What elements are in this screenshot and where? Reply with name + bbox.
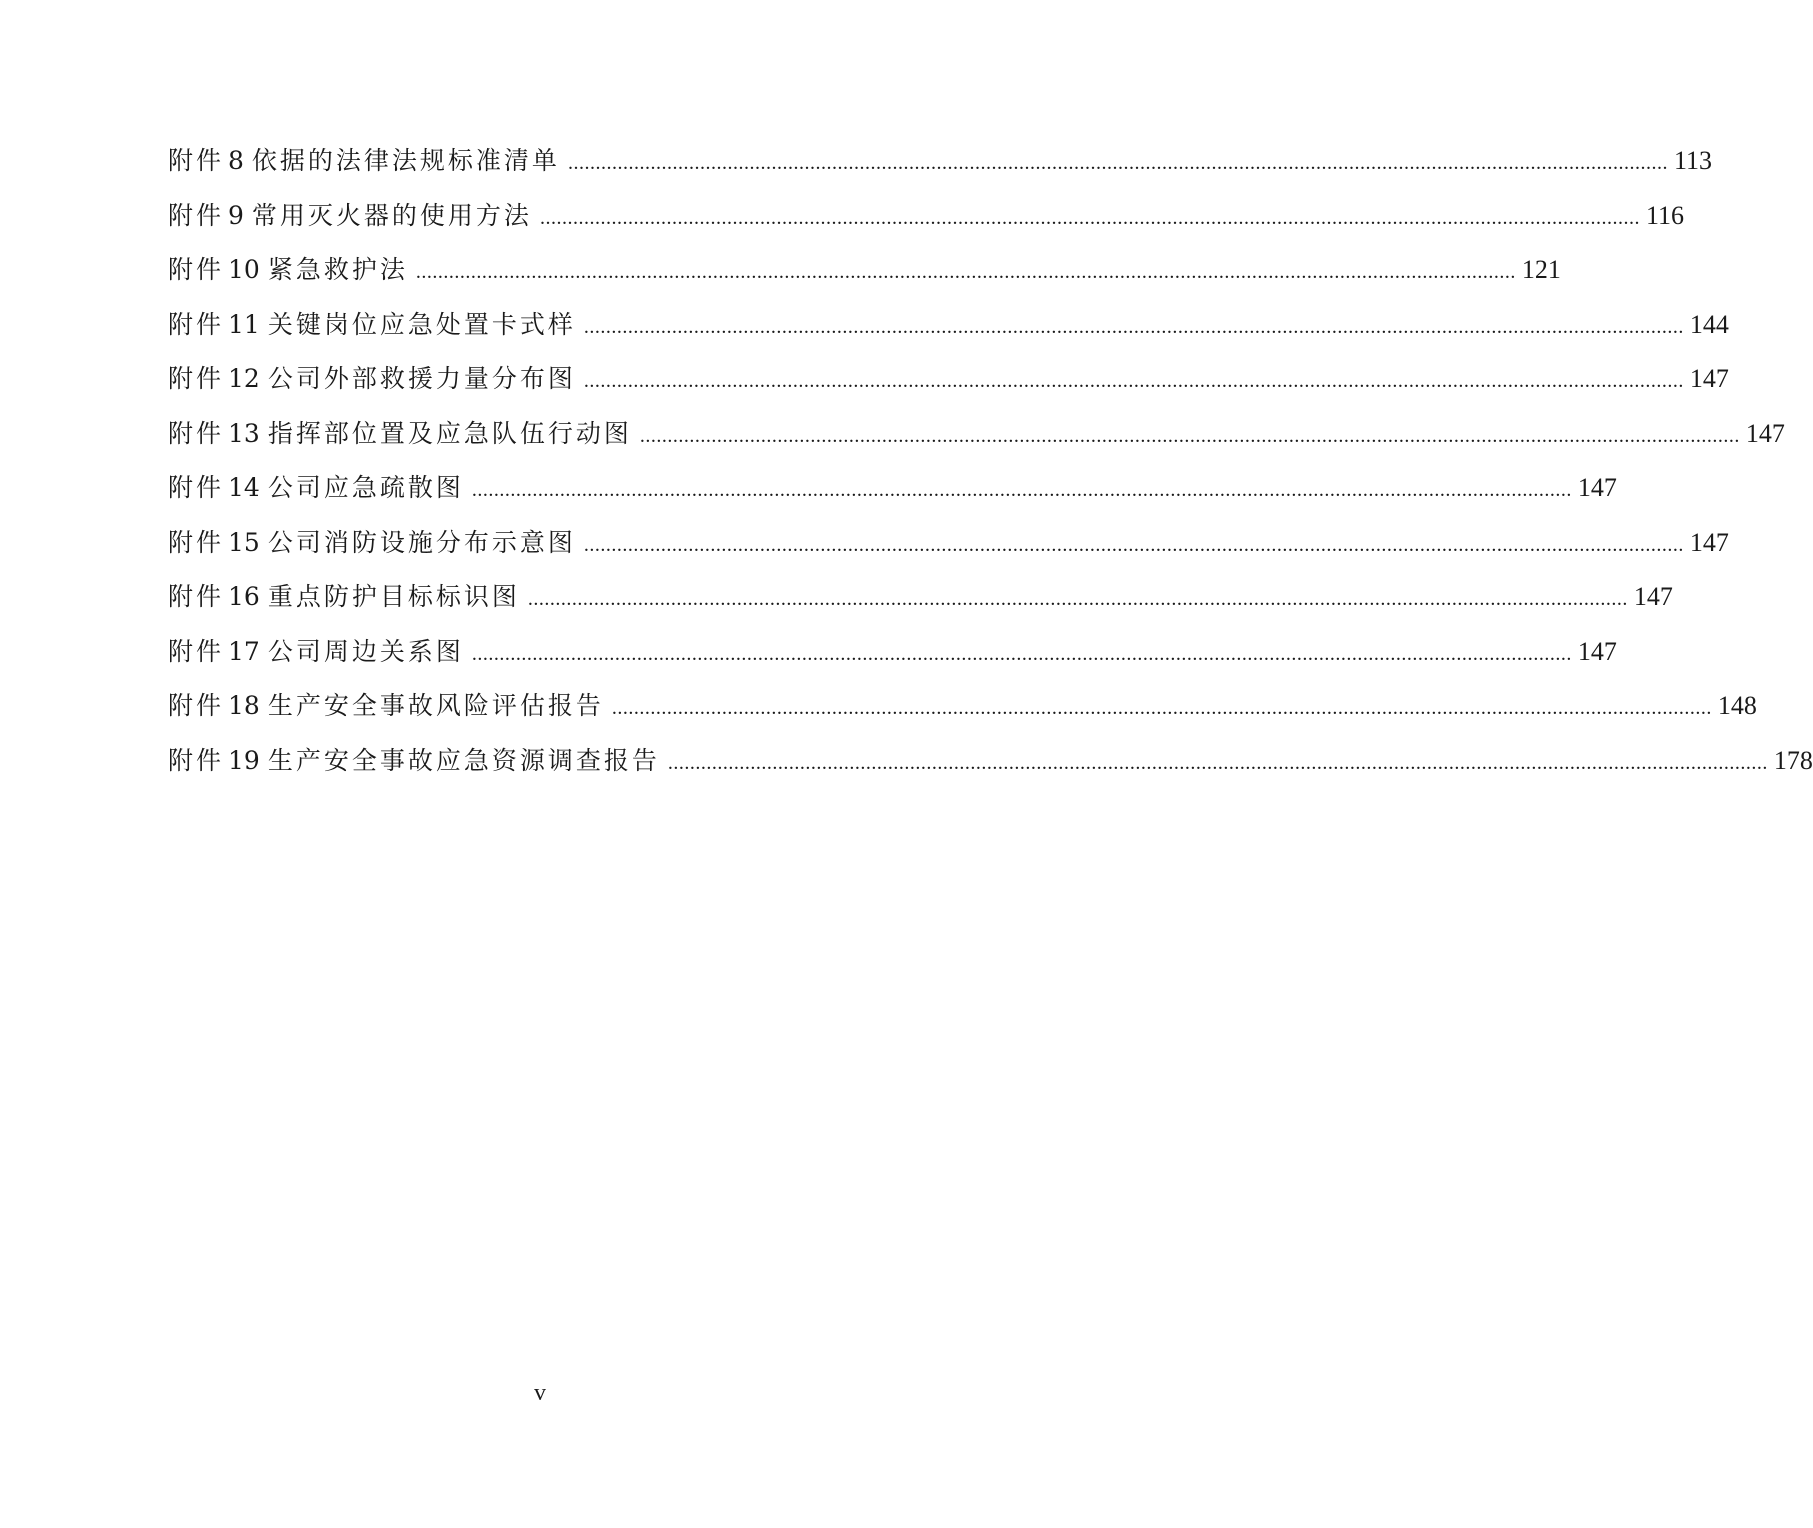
toc-entry-number: 18 bbox=[228, 691, 260, 720]
toc-entry-number: 11 bbox=[228, 309, 260, 339]
toc-entry-number: 10 bbox=[228, 255, 260, 284]
toc-entry-number: 13 bbox=[228, 418, 260, 448]
toc-entry[interactable] bbox=[168, 407, 1785, 462]
dot-leader: ........................................................................................................................................................................................................ bbox=[471, 479, 1572, 501]
toc-entry[interactable] bbox=[168, 516, 1729, 571]
toc-entry-page: 147 bbox=[1689, 527, 1729, 557]
dot-leader: ........................................................................................................................................................................................................ bbox=[611, 697, 1712, 719]
toc-entry-prefix: 附件 bbox=[168, 473, 225, 502]
toc-entry[interactable] bbox=[168, 352, 1729, 407]
toc-entry[interactable] bbox=[168, 734, 1813, 789]
toc-entry-prefix: 附件 bbox=[168, 527, 225, 557]
toc-entry-title: 依据的法律法规标准清单 bbox=[251, 146, 560, 175]
toc-entry-number: 19 bbox=[228, 745, 260, 775]
toc-entry[interactable] bbox=[168, 298, 1729, 353]
toc-entry-page: 147 bbox=[1745, 418, 1785, 448]
toc-entry-label bbox=[168, 189, 532, 244]
toc-entry-number: 8 bbox=[228, 146, 244, 175]
toc-entry-prefix: 附件 bbox=[168, 691, 225, 720]
toc-entry-label bbox=[168, 134, 560, 189]
toc-entry-title: 常用灭火器的使用方法 bbox=[251, 200, 532, 230]
toc-entry-page: 147 bbox=[1577, 473, 1617, 502]
toc-entry-page: 178 bbox=[1773, 745, 1813, 775]
toc-entry[interactable] bbox=[168, 134, 1712, 189]
dot-leader: ........................................................................................................................................................................................................ bbox=[583, 315, 1684, 338]
toc-entry[interactable] bbox=[168, 243, 1561, 298]
dot-leader: ........................................................................................................................................................................................................ bbox=[583, 533, 1684, 556]
toc-entry-prefix: 附件 bbox=[168, 418, 225, 448]
toc-entry-title: 生产安全事故应急资源调查报告 bbox=[267, 745, 660, 775]
dot-leader: ........................................................................................................................................................................................................ bbox=[415, 261, 1516, 283]
page-number: v bbox=[534, 1380, 546, 1406]
dot-leader: ........................................................................................................................................................................................................ bbox=[667, 751, 1768, 774]
toc-entry-prefix: 附件 bbox=[168, 364, 225, 393]
toc-entry-page: 147 bbox=[1577, 636, 1617, 666]
toc-entry-label bbox=[168, 625, 464, 680]
toc-entry-number: 12 bbox=[228, 364, 260, 393]
toc-entry-label bbox=[168, 679, 604, 734]
toc-entry-label bbox=[168, 298, 576, 353]
toc-entry-page: 148 bbox=[1717, 691, 1757, 720]
toc-entry[interactable] bbox=[168, 189, 1684, 244]
dot-leader: ........................................................................................................................................................................................................ bbox=[539, 206, 1640, 229]
toc-entry-number: 14 bbox=[228, 473, 260, 502]
toc-entry-page: 147 bbox=[1689, 364, 1729, 393]
toc-entry-page: 121 bbox=[1521, 255, 1561, 284]
toc-entry-page: 116 bbox=[1645, 200, 1684, 230]
toc-entry-prefix: 附件 bbox=[168, 200, 225, 230]
toc-entry[interactable] bbox=[168, 679, 1757, 734]
toc-entry-prefix: 附件 bbox=[168, 146, 225, 175]
dot-leader: ........................................................................................................................................................................................................ bbox=[471, 642, 1572, 665]
toc-entry-label bbox=[168, 516, 576, 571]
toc-entry-prefix: 附件 bbox=[168, 582, 225, 611]
toc-entry-title: 紧急救护法 bbox=[267, 255, 408, 284]
toc-entry-label bbox=[168, 734, 660, 789]
toc-entry-title: 关键岗位应急处置卡式样 bbox=[267, 309, 576, 339]
toc-entry-label bbox=[168, 570, 520, 625]
toc-entry[interactable] bbox=[168, 570, 1673, 625]
toc-entry-label bbox=[168, 407, 632, 462]
dot-leader: ........................................................................................................................................................................................................ bbox=[639, 424, 1740, 447]
table-of-contents bbox=[168, 134, 1813, 788]
toc-entry-prefix: 附件 bbox=[168, 309, 225, 339]
toc-entry-title: 重点防护目标标识图 bbox=[267, 582, 520, 611]
dot-leader: ........................................................................................................................................................................................................ bbox=[567, 152, 1668, 174]
toc-entry[interactable] bbox=[168, 461, 1617, 516]
toc-entry-number: 15 bbox=[228, 527, 260, 557]
toc-entry-label bbox=[168, 352, 576, 407]
toc-entry-title: 公司周边关系图 bbox=[267, 636, 464, 666]
toc-entry[interactable] bbox=[168, 625, 1617, 680]
toc-entry-prefix: 附件 bbox=[168, 255, 225, 284]
dot-leader: ........................................................................................................................................................................................................ bbox=[583, 370, 1684, 392]
toc-entry-title: 生产安全事故风险评估报告 bbox=[267, 691, 604, 720]
toc-entry-prefix: 附件 bbox=[168, 745, 225, 775]
toc-entry-page: 144 bbox=[1689, 309, 1729, 339]
toc-entry-page: 147 bbox=[1633, 582, 1673, 611]
toc-entry-title: 指挥部位置及应急队伍行动图 bbox=[267, 418, 632, 448]
toc-entry-number: 9 bbox=[228, 200, 244, 230]
toc-entry-number: 16 bbox=[228, 582, 260, 611]
toc-entry-label bbox=[168, 461, 464, 516]
toc-entry-label bbox=[168, 243, 408, 298]
toc-entry-page: 113 bbox=[1673, 146, 1712, 175]
dot-leader: ........................................................................................................................................................................................................ bbox=[527, 588, 1628, 610]
toc-entry-title: 公司外部救援力量分布图 bbox=[267, 364, 576, 393]
toc-entry-number: 17 bbox=[228, 636, 260, 666]
toc-entry-title: 公司应急疏散图 bbox=[267, 473, 464, 502]
toc-entry-prefix: 附件 bbox=[168, 636, 225, 666]
toc-entry-title: 公司消防设施分布示意图 bbox=[267, 527, 576, 557]
